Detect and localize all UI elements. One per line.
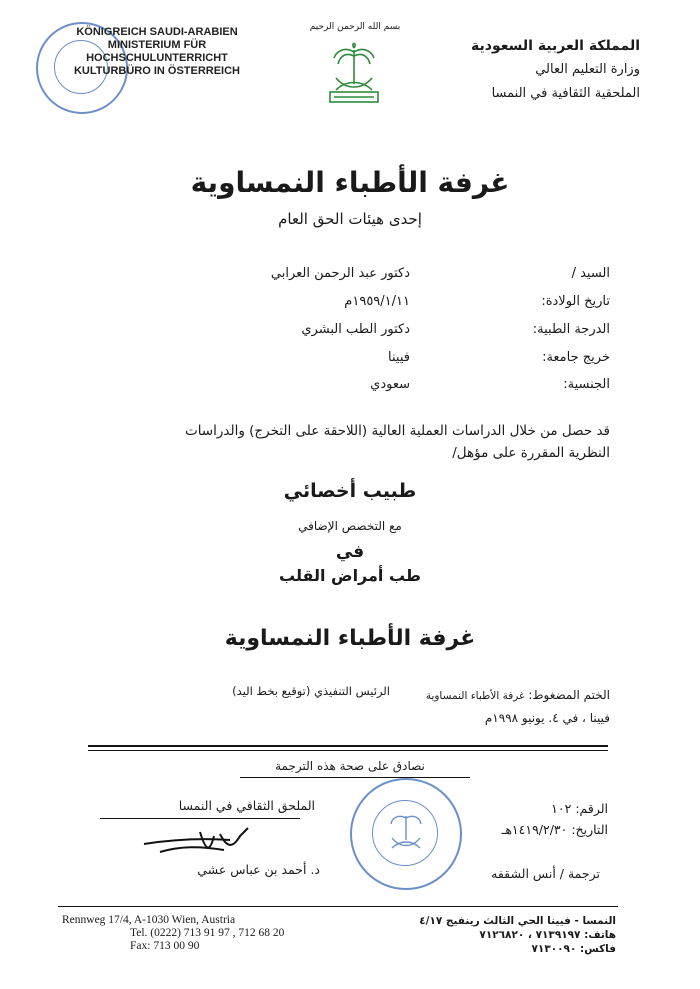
footer-divider xyxy=(58,906,618,907)
address-line: فاكس: ٧١٣٠٠٩٠ xyxy=(531,943,616,955)
field-value: فيينا xyxy=(388,350,410,365)
field-label: خريج جامعة: xyxy=(542,350,610,365)
specialist-title: طبيب أخصائي xyxy=(283,480,417,502)
president-signature-note: الرئيس التنفيذي (توقيع بخط اليد) xyxy=(232,684,390,698)
date-label: التاريخ: xyxy=(571,822,608,837)
handwritten-signature xyxy=(140,822,270,858)
field-value: دكتور عبد الرحمن العرابي xyxy=(270,266,410,281)
additional-specialty-label: مع التخصص الإضافي xyxy=(298,519,402,533)
translator-name: ترجمة / أنس الشقفه xyxy=(491,866,600,881)
field-row-degree xyxy=(110,322,610,344)
field-label: تاريخ الولادة: xyxy=(541,294,610,309)
in-word: في xyxy=(335,542,365,562)
address-line: هاتف: ٧١٣٩١٩٧ ، ٧١٢٦٨٢٠ xyxy=(479,929,616,941)
seal-value: غرفة الأطباء النمساوية xyxy=(425,690,525,702)
address-arabic xyxy=(356,914,616,956)
certify-text: نصادق على صحة هذه الترجمة xyxy=(275,759,425,773)
palm-emblem-icon xyxy=(386,810,426,856)
attache-title: الملحق الثقافي في النمسا xyxy=(178,798,315,813)
field-label: الجنسية: xyxy=(563,377,610,392)
field-label: السيد / xyxy=(571,266,610,281)
paragraph-line: النظرية المقررة على مؤهل/ xyxy=(452,445,610,461)
field-label: الدرجة الطبية: xyxy=(532,322,610,337)
saudi-emblem-icon xyxy=(326,38,382,104)
bismillah: بسم الله الرحمن الرحيم xyxy=(309,22,401,32)
header-arabic-line: الملحقية الثقافية في النمسا xyxy=(491,86,640,101)
header-arabic-line: المملكة العربية السعودية xyxy=(471,38,640,54)
field-value: دكتور الطب البشري xyxy=(301,322,410,337)
place-date: فيينا ، في ٤. يونيو ١٩٩٨م xyxy=(484,711,610,725)
field-row-nationality xyxy=(110,377,610,399)
address-line: Tel. (0222) 713 91 97 , 712 68 20 xyxy=(130,927,285,939)
header-german-line: HOCHSCHULUNTERRICHT xyxy=(86,52,228,64)
seal-label: الختم المضغوط: xyxy=(528,688,610,702)
attache-name: د. أحمد بن عباس عشي xyxy=(197,862,320,877)
ref-value: ١٠٢ xyxy=(551,801,572,816)
chamber-name-repeat: غرفة الأطباء النمساوية xyxy=(224,626,476,651)
address-line: Fax: 713 00 90 xyxy=(130,940,200,952)
field-value: سعودي xyxy=(370,377,410,392)
header-german-line: KULTURBÜRO IN ÖSTERREICH xyxy=(73,65,240,77)
date-value: ١٤١٩/٢/٣٠هـ xyxy=(501,822,568,837)
header-arabic xyxy=(471,34,640,106)
ref-label: الرقم: xyxy=(575,801,608,816)
specialty-field: طب أمراض القلب xyxy=(279,566,421,585)
header-german-line: MINISTERIUM FÜR xyxy=(107,39,207,51)
certify-underline xyxy=(240,777,470,778)
field-row-name xyxy=(110,266,610,288)
certificate-subtitle: إحدى هيئات الحق العام xyxy=(278,210,422,228)
field-row-birthdate xyxy=(110,294,610,316)
field-row-university xyxy=(110,350,610,372)
attache-underline xyxy=(100,818,300,819)
divider-top-thin xyxy=(88,750,608,751)
address-line: النمسا - فيينا الحي الثالث رينفيج ٤/١٧ xyxy=(419,915,616,927)
field-value: ١٩٥٩/١/١١م xyxy=(344,294,410,309)
qualification-paragraph xyxy=(110,420,610,464)
paragraph-line: قد حصل من خلال الدراسات العملية العالية (اللاحقة على التخرج) والدراسات xyxy=(184,423,610,439)
certificate-title: غرفة الأطباء النمساوية xyxy=(190,166,510,199)
address-line: Rennweg 17/4, A-1030 Wien, Austria xyxy=(62,914,236,926)
divider-top xyxy=(88,745,608,747)
header-german xyxy=(62,26,252,78)
address-german xyxy=(62,914,284,953)
header-arabic-line: وزارة التعليم العالي xyxy=(535,62,640,77)
header-german-line: KÖNIGREICH SAUDI-ARABIEN xyxy=(76,26,238,38)
